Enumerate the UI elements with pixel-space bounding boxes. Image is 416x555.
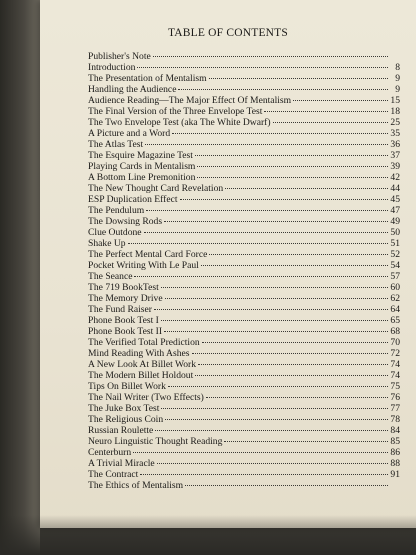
dot-leader <box>224 441 388 442</box>
dot-leader <box>209 78 388 79</box>
toc-entry-page: 65 <box>390 315 400 326</box>
toc-entry <box>88 73 400 84</box>
dot-leader <box>201 265 388 266</box>
toc-entry <box>88 62 400 73</box>
toc-entry <box>88 172 400 183</box>
toc-entry <box>88 458 400 469</box>
toc-entry <box>88 139 400 150</box>
toc-entry <box>88 326 400 337</box>
dot-leader <box>161 287 388 288</box>
toc-entry <box>88 469 400 480</box>
toc-entry <box>88 282 400 293</box>
toc-entry-title: A Bottom Line Premonition <box>88 172 196 183</box>
toc-entry-page: 47 <box>390 205 400 216</box>
toc-entry-page: 88 <box>390 458 400 469</box>
toc-entry-title: The Dowsing Rods <box>88 216 163 227</box>
page-title: TABLE OF CONTENTS <box>167 27 289 39</box>
toc-entry-title: The Presentation of Mentalism <box>88 73 207 84</box>
toc-entry-title: Clue Outdone <box>88 227 142 238</box>
toc-entry-title: The Fund Raiser <box>88 304 152 315</box>
toc-entry <box>88 370 400 381</box>
toc-entry <box>88 216 400 227</box>
toc-entry-title: The Two Envelope Test (aka The White Dwarf) <box>88 117 271 128</box>
toc-entry-title: The Atlas Test <box>88 139 144 150</box>
toc-entry <box>88 392 400 403</box>
toc-entry <box>88 359 400 370</box>
dot-leader <box>144 232 388 233</box>
toc-entry-title: Playing Cards in Mentalism <box>88 161 196 172</box>
toc-entry-page: 76 <box>390 392 400 403</box>
toc-entry-page: 57 <box>390 271 400 282</box>
toc-entry-title: The Religious Coin <box>88 414 164 425</box>
toc-entry-page: 9 <box>395 73 400 84</box>
toc-entry <box>88 249 400 260</box>
dot-leader <box>164 221 388 222</box>
toc-entry <box>88 293 400 304</box>
toc-entry-title: Phone Book Test II <box>88 326 163 337</box>
toc-entry-page: 85 <box>390 436 400 447</box>
toc-entry-page: 35 <box>390 128 400 139</box>
toc-entry <box>88 337 400 348</box>
toc-entry <box>88 480 400 491</box>
toc-entry <box>88 315 400 326</box>
toc-entry <box>88 84 400 95</box>
dot-leader <box>140 474 388 475</box>
toc-entry-title: Handling the Audience <box>88 84 177 95</box>
dot-leader <box>206 397 388 398</box>
toc-entry-page: 84 <box>390 425 400 436</box>
toc-entry <box>88 117 400 128</box>
dot-leader <box>195 155 388 156</box>
toc-entry-page: 78 <box>390 414 400 425</box>
toc-entry <box>88 227 400 238</box>
toc-entry-title: Centerburn <box>88 447 132 458</box>
toc-entry-title: The Final Version of the Three Envelope Test <box>88 106 263 117</box>
toc-entry-title: The Esquire Magazine Test <box>88 150 193 161</box>
dot-leader <box>293 100 388 101</box>
toc-entry-page: 62 <box>390 293 400 304</box>
dot-leader <box>155 430 388 431</box>
dot-leader <box>154 309 388 310</box>
toc-entry <box>88 403 400 414</box>
dot-leader <box>165 298 388 299</box>
toc-entry <box>88 348 400 359</box>
toc-entry-page: 25 <box>390 117 400 128</box>
dot-leader <box>164 331 388 332</box>
dot-leader <box>197 177 388 178</box>
toc-entry-page: 86 <box>390 447 400 458</box>
toc-entry-page: 37 <box>390 150 400 161</box>
dot-leader <box>134 276 388 277</box>
toc-entry-title: The Contract <box>88 469 139 480</box>
dot-leader <box>178 89 388 90</box>
toc-entry-page: 52 <box>390 249 400 260</box>
toc-entry-title: The New Thought Card Revelation <box>88 183 224 194</box>
dot-leader <box>202 342 388 343</box>
toc-entry-title: A Trivial Miracle <box>88 458 155 469</box>
toc-entry-title: Introduction <box>88 62 136 73</box>
toc-entry <box>88 436 400 447</box>
toc-entry-page: 50 <box>390 227 400 238</box>
dot-leader <box>133 452 388 453</box>
toc-entry-title: Phone Book Test I <box>88 315 159 326</box>
toc-entry <box>88 381 400 392</box>
toc-entry-page: 54 <box>390 260 400 271</box>
toc-entry-page: 51 <box>390 238 400 249</box>
dot-leader <box>185 485 388 486</box>
dot-leader <box>161 408 388 409</box>
toc-entry-title: Audience Reading—The Major Effect Of Mentalism <box>88 95 292 106</box>
toc-entry-page: 72 <box>390 348 400 359</box>
toc-entry-title: Mind Reading With Ashes <box>88 348 190 359</box>
bottom-shadow <box>0 515 416 555</box>
toc-entry-page: 91 <box>390 469 400 480</box>
dot-leader <box>165 419 388 420</box>
book-page <box>40 0 416 528</box>
toc-entry <box>88 51 400 62</box>
dot-leader <box>197 166 388 167</box>
dot-leader <box>153 56 388 57</box>
toc-entry-page: 8 <box>395 62 400 73</box>
dot-leader <box>128 243 388 244</box>
dot-leader <box>145 144 388 145</box>
toc-entry-title: The Nail Writer (Two Effects) <box>88 392 204 403</box>
toc-entry-page: 18 <box>390 106 400 117</box>
dot-leader <box>157 463 388 464</box>
toc-entry-page: 44 <box>390 183 400 194</box>
toc-entry <box>88 447 400 458</box>
dot-leader <box>209 254 388 255</box>
toc-entry-title: Publisher's Note <box>88 51 151 62</box>
toc-entry-page: 42 <box>390 172 400 183</box>
toc-entry-page: 75 <box>390 381 400 392</box>
toc-entry <box>88 128 400 139</box>
dot-leader <box>180 199 388 200</box>
toc-entry-title: The Pendulum <box>88 205 145 216</box>
toc-entry-page: 45 <box>390 194 400 205</box>
toc-entry <box>88 238 400 249</box>
toc-entry-page: 77 <box>390 403 400 414</box>
dot-leader <box>172 133 388 134</box>
toc-entry-title: Pocket Writing With Le Paul <box>88 260 199 271</box>
toc-entry-title: A New Look At Billet Work <box>88 359 197 370</box>
toc-entry-title: The 719 BookTest <box>88 282 159 293</box>
toc-entry-title: The Ethics of Mentalism <box>88 480 184 491</box>
dot-leader <box>161 320 388 321</box>
dot-leader <box>168 386 388 387</box>
toc-entry-title: The Seance <box>88 271 133 282</box>
toc-entry-page: 39 <box>390 161 400 172</box>
toc-entry <box>88 260 400 271</box>
dot-leader <box>137 67 388 68</box>
toc-entry <box>88 106 400 117</box>
toc-entry-title: ESP Duplication Effect <box>88 194 178 205</box>
toc-entry <box>88 205 400 216</box>
toc-entry <box>88 425 400 436</box>
toc-entry-page: 15 <box>390 95 400 106</box>
toc-entry-title: Tips On Billet Work <box>88 381 166 392</box>
toc-entry <box>88 161 400 172</box>
toc-entry-page: 36 <box>390 139 400 150</box>
toc-entry-title: A Picture and a Word <box>88 128 171 139</box>
toc-entry <box>88 194 400 205</box>
toc-entry-page: 64 <box>390 304 400 315</box>
dot-leader <box>225 188 388 189</box>
toc-entry-title: The Memory Drive <box>88 293 163 304</box>
toc-entry-page: 49 <box>390 216 400 227</box>
toc-entry-page: 70 <box>390 337 400 348</box>
book-spine-shadow <box>0 0 40 555</box>
toc-entry-title: The Verified Total Prediction <box>88 337 200 348</box>
toc-entry-page: 9 <box>395 84 400 95</box>
dot-leader <box>146 210 388 211</box>
toc-entry-page: 74 <box>390 359 400 370</box>
toc-entry-title: The Juke Box Test <box>88 403 160 414</box>
toc-entry-title: Neuro Linguistic Thought Reading <box>88 436 223 447</box>
toc-entry <box>88 304 400 315</box>
dot-leader <box>195 375 388 376</box>
toc-entry <box>88 414 400 425</box>
dot-leader <box>192 353 388 354</box>
toc-list <box>88 51 400 491</box>
toc-entry-page: 60 <box>390 282 400 293</box>
toc-entry-title: Russian Roulette <box>88 425 154 436</box>
dot-leader <box>198 364 388 365</box>
toc-entry <box>88 150 400 161</box>
dot-leader <box>264 111 388 112</box>
toc-entry-title: The Perfect Mental Card Force <box>88 249 208 260</box>
toc-entry <box>88 183 400 194</box>
toc-entry-page: 68 <box>390 326 400 337</box>
toc-entry <box>88 271 400 282</box>
toc-entry-page: 74 <box>390 370 400 381</box>
dot-leader <box>273 122 388 123</box>
toc-entry <box>88 95 400 106</box>
toc-entry-title: The Modern Billet Holdout <box>88 370 194 381</box>
toc-entry-title: Shake Up <box>88 238 126 249</box>
